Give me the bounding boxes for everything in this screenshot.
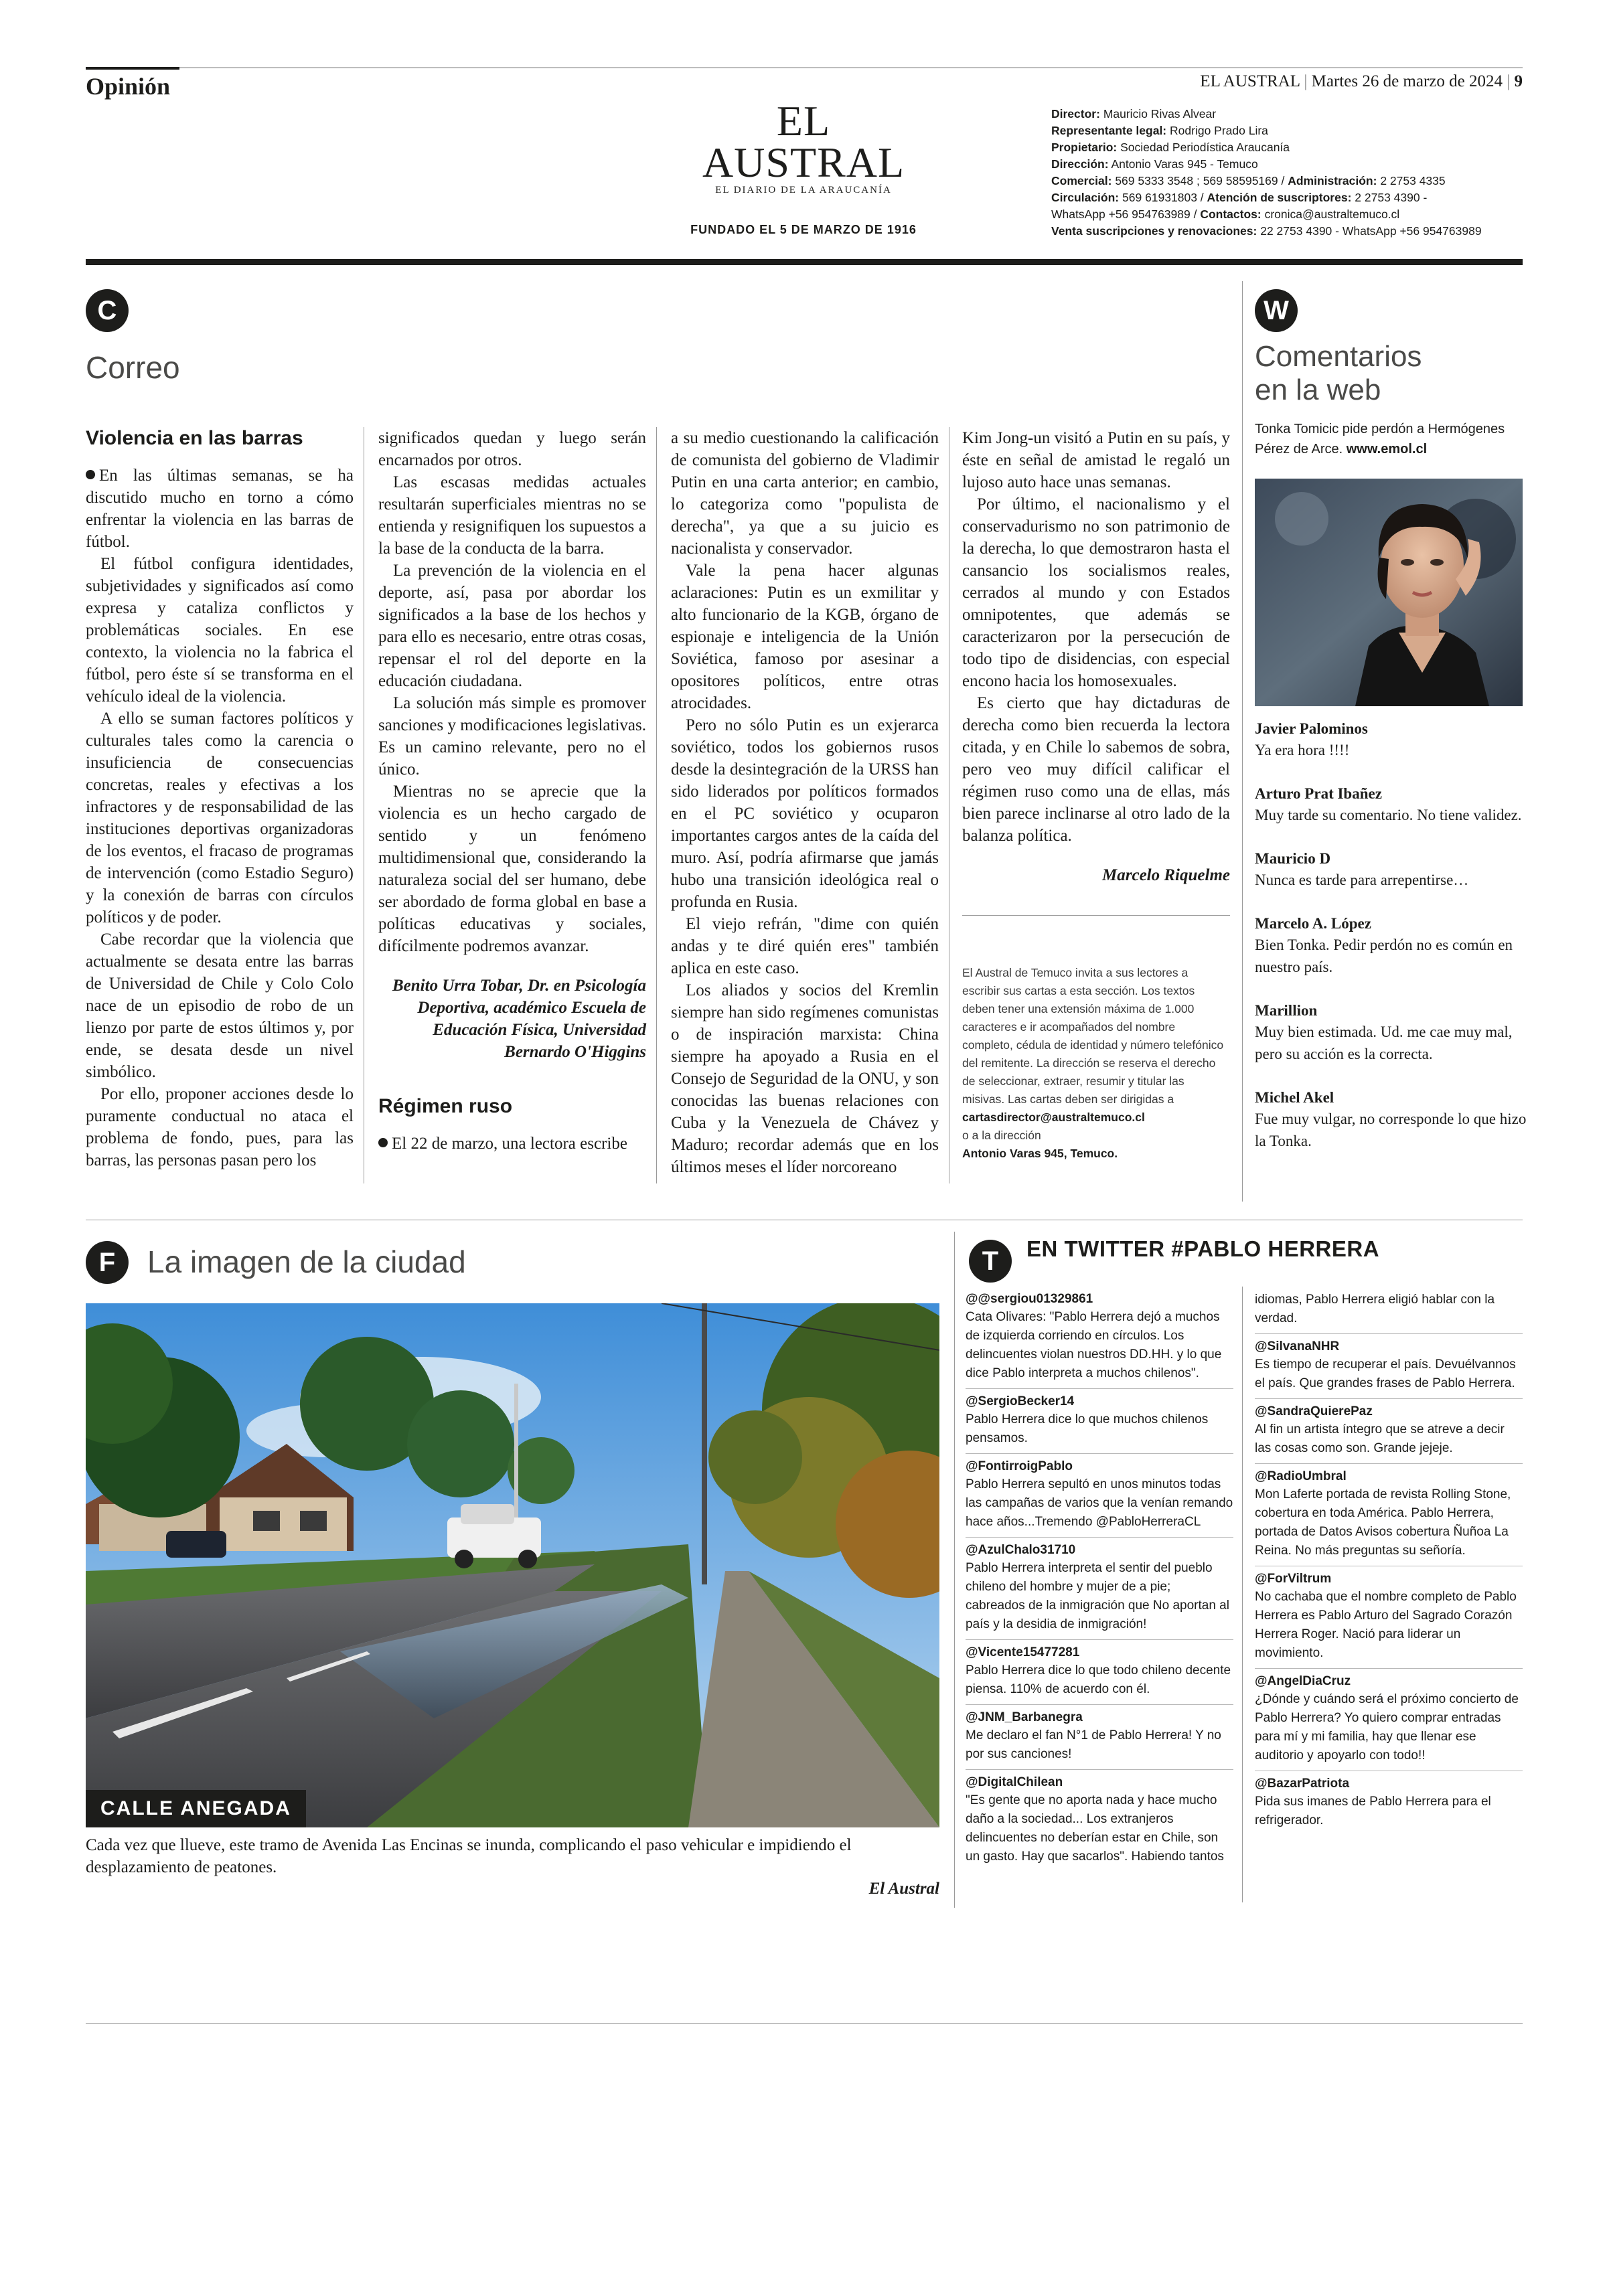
letter-title: Régimen ruso bbox=[378, 1095, 513, 1117]
tweet-handle: @SandraQuierePaz bbox=[1255, 1404, 1373, 1418]
page-folio: EL AUSTRAL | Martes 26 de marzo de 2024 | 9 bbox=[1200, 72, 1523, 90]
tweet-text: Al fin un artista íntegro que se atreve a decir las cosas como son. Grande jejeje. bbox=[1255, 1422, 1505, 1455]
letter-paragraph: Vale la pena hacer algunas aclaraciones: Putin es un exmilitar y alto funcionario de la KGB, órgano de espionaje e inteligencia de la Unión Soviética, famoso por asesinar a opositores políticos, entre otras atrocidades. bbox=[671, 562, 939, 712]
comment bbox=[1255, 719, 1531, 761]
letter-paragraph: Es cierto que hay dictaduras de derecha como bien recuerda la lectora citada, y en Chile lo sabemos de sobra, pero veo muy difícil calificar el régimen ruso como una de ellas, más bien parece inclinarse al otro lado de la balanza política. bbox=[962, 694, 1230, 845]
web-title: Comentarios en la web bbox=[1255, 340, 1422, 406]
editorial-note: El Austral de Temuco invita a sus lectores a escribir sus cartas a esta sección. Los textos deben tener una extensión máxima de 1.000 caracteres e ir acompañados del nombre completo, cédula de identidad y número telefónico del remitente. La dirección se reserva el derecho de seleccionar, extraer, resumir y titular las misivas. Las cartas deben ser dirigidas a cartasdirector@australtemuco.cl o a la dirección Antonio Varas 945, Temuco. bbox=[962, 966, 1224, 1160]
correo-column-3 bbox=[671, 427, 939, 1178]
tweet-text: No cachaba que el nombre completo de Pablo Herrera es Pablo Arturo del Sagrado Corazón Herrera Roger. Nació para liderar un movimiento. bbox=[1255, 1590, 1517, 1660]
tweet bbox=[1255, 1669, 1523, 1771]
tweet-handle: @FontirroigPablo bbox=[966, 1459, 1073, 1473]
tweet bbox=[966, 1640, 1233, 1705]
tweet-handle: @AzulChalo31710 bbox=[966, 1543, 1076, 1557]
staff-line: Circulación: 569 61931803 / Atención de suscriptores: 2 2753 4390 - bbox=[1051, 191, 1428, 204]
comment-author: Mauricio D bbox=[1255, 850, 1331, 867]
tweet bbox=[1255, 1334, 1523, 1399]
bullet-icon bbox=[378, 1138, 388, 1147]
tweet bbox=[1255, 1287, 1523, 1334]
tweet bbox=[966, 1454, 1233, 1538]
staff-line: Comercial: 569 5333 3548 ; 569 58595169 / Administración: 2 2753 4335 bbox=[1051, 174, 1446, 187]
comment-text: Bien Tonka. Pedir perdón no es común en nuestro país. bbox=[1255, 936, 1513, 975]
web-comments bbox=[1255, 719, 1531, 1175]
tweet-handle: @JNM_Barbanegra bbox=[966, 1710, 1083, 1724]
staff-line: Director: Mauricio Rivas Alvear bbox=[1051, 107, 1217, 120]
web-badge: W bbox=[1255, 289, 1298, 332]
staff-line: Venta suscripciones y renovaciones: 22 2753 4390 - WhatsApp +56 954763989 bbox=[1051, 224, 1482, 238]
column-divider bbox=[954, 1232, 955, 1908]
column-divider bbox=[1242, 281, 1243, 1202]
comment-text: Muy bien estimada. Ud. me cae muy mal, pero su acción es la correcta. bbox=[1255, 1023, 1513, 1062]
tweet-text: Pablo Herrera interpreta el sentir del pueblo chileno del hombre y mujer de a pie; cabreados de la inmigración que No aportan al país y la desidia de inmigración! bbox=[966, 1561, 1229, 1631]
letter-paragraph: A ello se suman factores políticos y culturales tales como la carencia o insuficiencia de consecuencias concretas, reales y efectivas a los infractores y de responsabilidad de las instituciones deportivas organizadoras de los eventos, el fracaso de programas de intervención (como Estadio Seguro) y la conexión de barras con círculos políticos y de poder. bbox=[86, 710, 354, 926]
letter-signature: Benito Urra Tobar, Dr. en Psicología Deportiva, académico Escuela de Educación Física, Universidad Bernardo O'Higgins bbox=[392, 977, 646, 1061]
note-address: Antonio Varas 945, Temuco. bbox=[962, 1147, 1118, 1160]
tweet bbox=[1255, 1399, 1523, 1464]
column-divider bbox=[656, 427, 657, 1183]
correo-column-4 bbox=[962, 427, 1230, 886]
letter-paragraph: a su medio cuestionando la calificación de comunista del gobierno de Vladimir Putin en una carta anterior; en cambio, lo categoriza como "populista de derecha", ya que a su juicio es nacionalista y conservador. bbox=[671, 429, 939, 558]
correo-column-1 bbox=[86, 427, 354, 1171]
tweet-text: Cata Olivares: "Pablo Herrera dejó a muchos de izquierda corriendo en círculos. Los delincuentes violan nuestros DD.HH. y lo que dice Pablo interpreta a muchos chilenos". bbox=[966, 1310, 1222, 1380]
tweet bbox=[966, 1538, 1233, 1640]
tweet bbox=[966, 1389, 1233, 1454]
letter-title: Violencia en las barras bbox=[86, 427, 303, 449]
comment bbox=[1255, 849, 1531, 891]
letter-paragraph: La solución más simple es promover sanciones y modificaciones legislativas. Es un camino relevante, pero no el único. bbox=[378, 694, 646, 778]
letter-paragraph: Por último, el nacionalismo y el conservadurismo no son patrimonio de la derecha, lo que demostraron hasta el cansancio los socialismos reales, cerrados al mundo y con Estados omnipotentes, que además se caracterizaron por la persecución de todo tipo de disidencias, con especial encono hacia los homosexuales. bbox=[962, 495, 1230, 690]
staff-line: WhatsApp +56 954763989 / Contactos: cronica@australtemuco.cl bbox=[1051, 208, 1400, 221]
tweet-text: Pablo Herrera dice lo que todo chileno decente piensa. 110% de acuerdo con él. bbox=[966, 1663, 1231, 1696]
letter-signature: Marcelo Riquelme bbox=[1102, 866, 1230, 884]
header-rule bbox=[86, 259, 1523, 265]
staff-line: Dirección: Antonio Varas 945 - Temuco bbox=[1051, 157, 1258, 171]
staff-line: Propietario: Sociedad Periodística Araucanía bbox=[1051, 141, 1290, 154]
comment-text: Muy tarde su comentario. No tiene validez. bbox=[1255, 807, 1522, 823]
letter-paragraph: El fútbol configura identidades, subjetividades y significados así como expresa y cataliza conflictos y problemáticas sociales. En ese contexto, la violencia no la fabrica el fútbol, pero éste sí se transforma en el vehículo ideal de la violencia. bbox=[86, 555, 354, 706]
tweet bbox=[1255, 1771, 1523, 1835]
tweets-column-1 bbox=[966, 1287, 1233, 1872]
tweet bbox=[966, 1705, 1233, 1770]
letter-paragraph: Kim Jong-un visitó a Putin en su país, y éste en señal de amistad le regaló un lujoso auto hace unas semanas. bbox=[962, 429, 1230, 491]
letter-paragraph: Pero no sólo Putin es un exjerarca soviético, todos los gobiernos rusos desde la desintegración de la URSS han sido liderados por políticos formados en el PC soviético y ocuparon importantes cargos antes de la caída del muro. Así, podría afirmarse que jamás hubo una transición ideológica real o profunda en Rusia. bbox=[671, 716, 939, 911]
tweet-text: Pablo Herrera dice lo que muchos chilenos pensamos. bbox=[966, 1412, 1209, 1445]
tweet-handle: @RadioUmbral bbox=[1255, 1469, 1347, 1483]
flooded-street-photo bbox=[86, 1303, 939, 1827]
column-divider bbox=[1242, 1287, 1243, 1902]
comment-author: Marillion bbox=[1255, 1002, 1318, 1019]
masthead-founded: FUNDADO EL 5 DE MARZO DE 1916 bbox=[690, 223, 917, 236]
tweet-text: Es tiempo de recuperar el país. Devuélvannos el país. Que grandes frases de Pablo Herrera. bbox=[1255, 1358, 1516, 1390]
web-caption-site: www.emol.cl bbox=[1346, 442, 1428, 457]
masthead-logo: EL AUSTRAL bbox=[702, 97, 905, 186]
tweet-handle: @BazarPatriota bbox=[1255, 1777, 1350, 1791]
tweet bbox=[966, 1770, 1233, 1872]
header-top-rule-accent bbox=[86, 67, 179, 70]
letter-paragraph: En las últimas semanas, se ha discutido mucho en torno a cómo enfrentar la violencia en las barras de fútbol. bbox=[86, 467, 354, 551]
tweet bbox=[1255, 1566, 1523, 1669]
tweet-handle: @SergioBecker14 bbox=[966, 1394, 1075, 1408]
tweet-text: Me declaro el fan N°1 de Pablo Herrera! Y no por sus canciones! bbox=[966, 1728, 1221, 1761]
folio-date: Martes 26 de marzo de 2024 bbox=[1311, 72, 1503, 90]
comment-author: Marcelo A. López bbox=[1255, 915, 1371, 932]
comment-author: Arturo Prat Ibañez bbox=[1255, 785, 1382, 802]
masthead-tagline: EL DIARIO DE LA ARAUCANÍA bbox=[715, 185, 892, 195]
city-title: La imagen de la ciudad bbox=[147, 1244, 466, 1279]
web-portrait-photo bbox=[1255, 479, 1523, 706]
tweet bbox=[966, 1287, 1233, 1389]
folio-paper: EL AUSTRAL bbox=[1200, 72, 1300, 90]
city-badge: F bbox=[86, 1241, 129, 1284]
comment bbox=[1255, 1088, 1531, 1152]
letter-paragraph: significados quedan y luego serán encarnados por otros. bbox=[378, 429, 646, 469]
correo-column-2 bbox=[378, 427, 646, 1155]
letter-paragraph: Cabe recordar que la violencia que actualmente se desata entre las barras de Universidad de Chile y Colo Colo nace de un episodio de robo de un lienzo por parte de estos últimos y, por ende, se desata desde un nivel simbólico. bbox=[86, 930, 354, 1081]
comment bbox=[1255, 914, 1531, 978]
page-bottom-rule bbox=[86, 2023, 1523, 2024]
letter-paragraph: El viejo refrán, "dime con quién andas y te diré quién eres" también aplica en este caso. bbox=[671, 915, 939, 977]
letter-paragraph: Las escasas medidas actuales resultarán superficiales mientras no se entienda y resignifiquen los supuestos a la base de la conducta de la barra. bbox=[378, 473, 646, 558]
correo-badge: C bbox=[86, 289, 129, 332]
web-caption: Tonka Tomicic pide perdón a Hermógenes Pérez de Arce. www.emol.cl bbox=[1255, 422, 1505, 457]
tweet-handle: @Vicente15477281 bbox=[966, 1645, 1080, 1659]
header-top-rule bbox=[86, 67, 1523, 68]
tweet-handle: @SilvanaNHR bbox=[1255, 1339, 1340, 1354]
tweet-handle: @@sergiou01329861 bbox=[966, 1292, 1093, 1306]
staff-box bbox=[1051, 106, 1533, 240]
comment bbox=[1255, 784, 1531, 826]
tweet-text: Pida sus imanes de Pablo Herrera para el refrigerador. bbox=[1255, 1795, 1491, 1827]
letter-paragraph: Por ello, proponer acciones desde lo puramente conductual no ataca el problema de fondo, pues, para las barras, las personas pasan pero los bbox=[86, 1085, 354, 1169]
letter-paragraph: Los aliados y socios del Kremlin siempre han sido regímenes comunistas o de inspiración marxista: China siempre ha apoyado a Rusia en el Consejo de Seguridad de la ONU, y son conocidas las buenas relaciones con Cuba y la Venezuela de Chávez y Maduro; recordar además que en los últimos meses el líder norcoreano bbox=[671, 981, 939, 1176]
folio-page: 9 bbox=[1514, 72, 1523, 90]
twitter-title: EN TWITTER #PABLO HERRERA bbox=[1026, 1236, 1380, 1261]
tweet-handle: @AngelDiaCruz bbox=[1255, 1674, 1351, 1688]
tweet-handle: @ForViltrum bbox=[1255, 1572, 1332, 1586]
twitter-badge: T bbox=[969, 1240, 1012, 1283]
section-label: Opinión bbox=[86, 73, 171, 100]
tweet-handle: @DigitalChilean bbox=[966, 1775, 1063, 1789]
photo-credit: El Austral bbox=[868, 1880, 939, 1898]
tweet-text: ¿Dónde y cuándo será el próximo concierto de Pablo Herrera? Yo quiero comprar entradas para mí y mi familia, hay que llenar ese auditorio y apoyarlo con todo!! bbox=[1255, 1692, 1519, 1762]
tweet-text: "Es gente que no aporta nada y hace mucho daño a la sociedad... Los extranjeros delincuentes no deberían estar en Chile, son un gasto. Hay que sacarlos". Habiendo tantos bbox=[966, 1793, 1224, 1864]
masthead bbox=[690, 97, 917, 237]
tweet-text: idiomas, Pablo Herrera eligió hablar con la verdad. bbox=[1255, 1293, 1495, 1325]
tweet bbox=[1255, 1464, 1523, 1566]
letter-paragraph: La prevención de la violencia en el deporte, así, pasa por abordar los significados a la base de los hechos y para ello es necesario, entre otras cosas, repensar el rol del deporte en la educación ciudadana. bbox=[378, 562, 646, 690]
letter-paragraph: Mientras no se aprecie que la violencia es un hecho cargado de sentido y un fenómeno multidimensional que, considerando la naturaleza social del ser humano, debe ser abordado de forma global en base a políticas educativas y sociales, difícilmente podremos avanzar. bbox=[378, 783, 646, 955]
photo-caption: Cada vez que llueve, este tramo de Avenida Las Encinas se inunda, complicando el paso vehicular e impidiendo el desplazamiento de peatones. bbox=[86, 1836, 852, 1876]
tweet-text: Mon Laferte portada de revista Rolling Stone, cobertura en toda América. Pablo Herrera, portada de Datos Avisos cobertura Ñuñoa La Reina. No más preguntas su señoría. bbox=[1255, 1487, 1511, 1558]
letter-paragraph: El 22 de marzo, una lectora escribe bbox=[378, 1133, 646, 1155]
tweets-column-2 bbox=[1255, 1287, 1523, 1835]
note-divider bbox=[962, 915, 1230, 916]
comment-text: Nunca es tarde para arrepentirse… bbox=[1255, 872, 1469, 888]
note-email: cartasdirector@australtemuco.cl bbox=[962, 1111, 1145, 1124]
comment-author: Michel Akel bbox=[1255, 1089, 1334, 1106]
comment-author: Javier Palominos bbox=[1255, 720, 1368, 737]
comment-text: Ya era hora !!!! bbox=[1255, 742, 1350, 758]
correo-title: Correo bbox=[86, 350, 180, 385]
comment bbox=[1255, 1001, 1531, 1065]
staff-line: Representante legal: Rodrigo Prado Lira bbox=[1051, 124, 1268, 137]
tweet-text: Pablo Herrera sepultó en unos minutos todas las campañas de varios que la venían remando hace años...Tremendo @PabloHerreraCL bbox=[966, 1477, 1233, 1529]
comment-text: Fue muy vulgar, no corresponde lo que hizo la Tonka. bbox=[1255, 1111, 1527, 1149]
bullet-icon bbox=[86, 470, 95, 479]
photo-label: CALLE ANEGADA bbox=[86, 1790, 306, 1827]
